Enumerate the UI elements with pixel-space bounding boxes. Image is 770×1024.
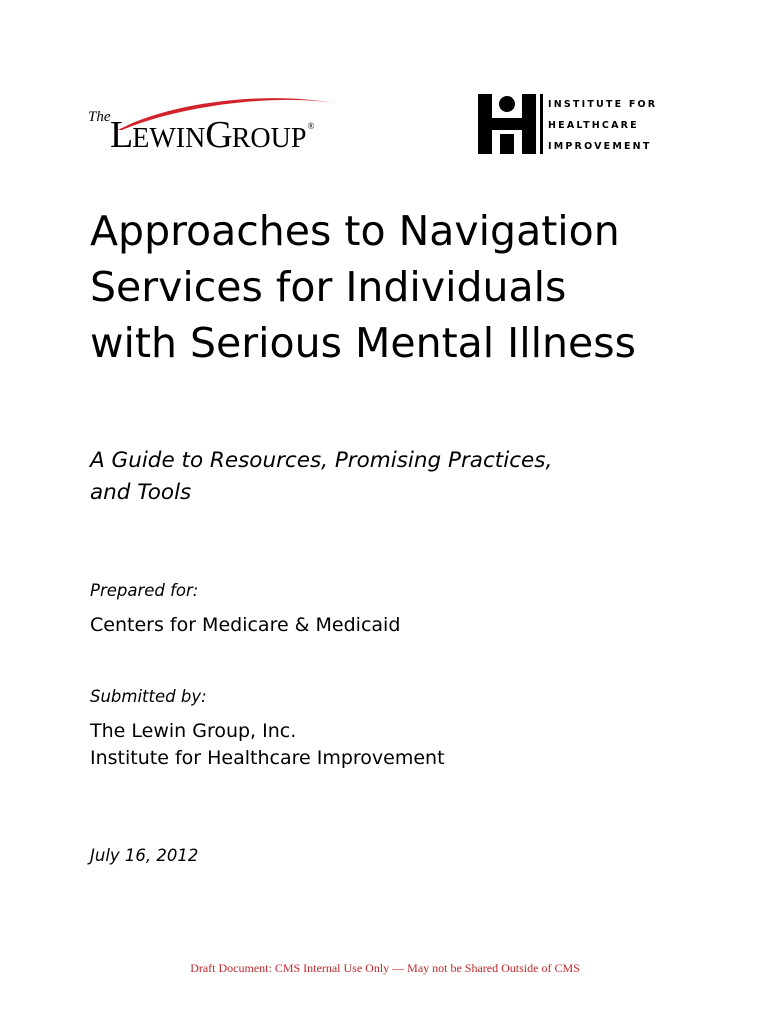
title-line: Services for Individuals	[90, 263, 567, 311]
submitted-by-label: Submitted by:	[90, 687, 207, 706]
ihi-logo	[478, 94, 668, 158]
ihi-logo-text	[548, 94, 657, 157]
lewin-logo-the: The	[88, 109, 111, 125]
prepared-for-label: Prepared for:	[90, 581, 199, 600]
document-date: July 16, 2012	[90, 846, 199, 865]
title-line: Approaches to Navigation	[90, 207, 620, 255]
ihi-mark-icon	[478, 94, 536, 154]
document-subtitle	[90, 445, 710, 509]
ihi-logo-line: HEALTHCARE	[548, 120, 639, 131]
document-title	[90, 203, 710, 371]
lewin-logo-wordmark: LEWINGROUP®	[110, 114, 314, 156]
prepared-for-value: Centers for Medicare & Medicaid	[90, 614, 401, 636]
ihi-logo-line: IMPROVEMENT	[548, 141, 652, 152]
ihi-logo-line: INSTITUTE FOR	[548, 99, 658, 110]
title-line: with Serious Mental Illness	[90, 319, 636, 367]
registered-mark: ®	[307, 121, 314, 131]
ihi-divider	[540, 94, 543, 154]
submitted-by-line: The Lewin Group, Inc.	[90, 720, 297, 742]
subtitle-line: and Tools	[90, 480, 192, 505]
subtitle-line: A Guide to Resources, Promising Practices,	[90, 448, 553, 473]
lewin-group-logo	[88, 92, 418, 164]
submitted-by-value	[90, 718, 445, 772]
draft-notice-footer: Draft Document: CMS Internal Use Only — May not be Shared Outside of CMS	[190, 961, 580, 975]
submitted-by-line: Institute for Healthcare Improvement	[90, 747, 445, 769]
